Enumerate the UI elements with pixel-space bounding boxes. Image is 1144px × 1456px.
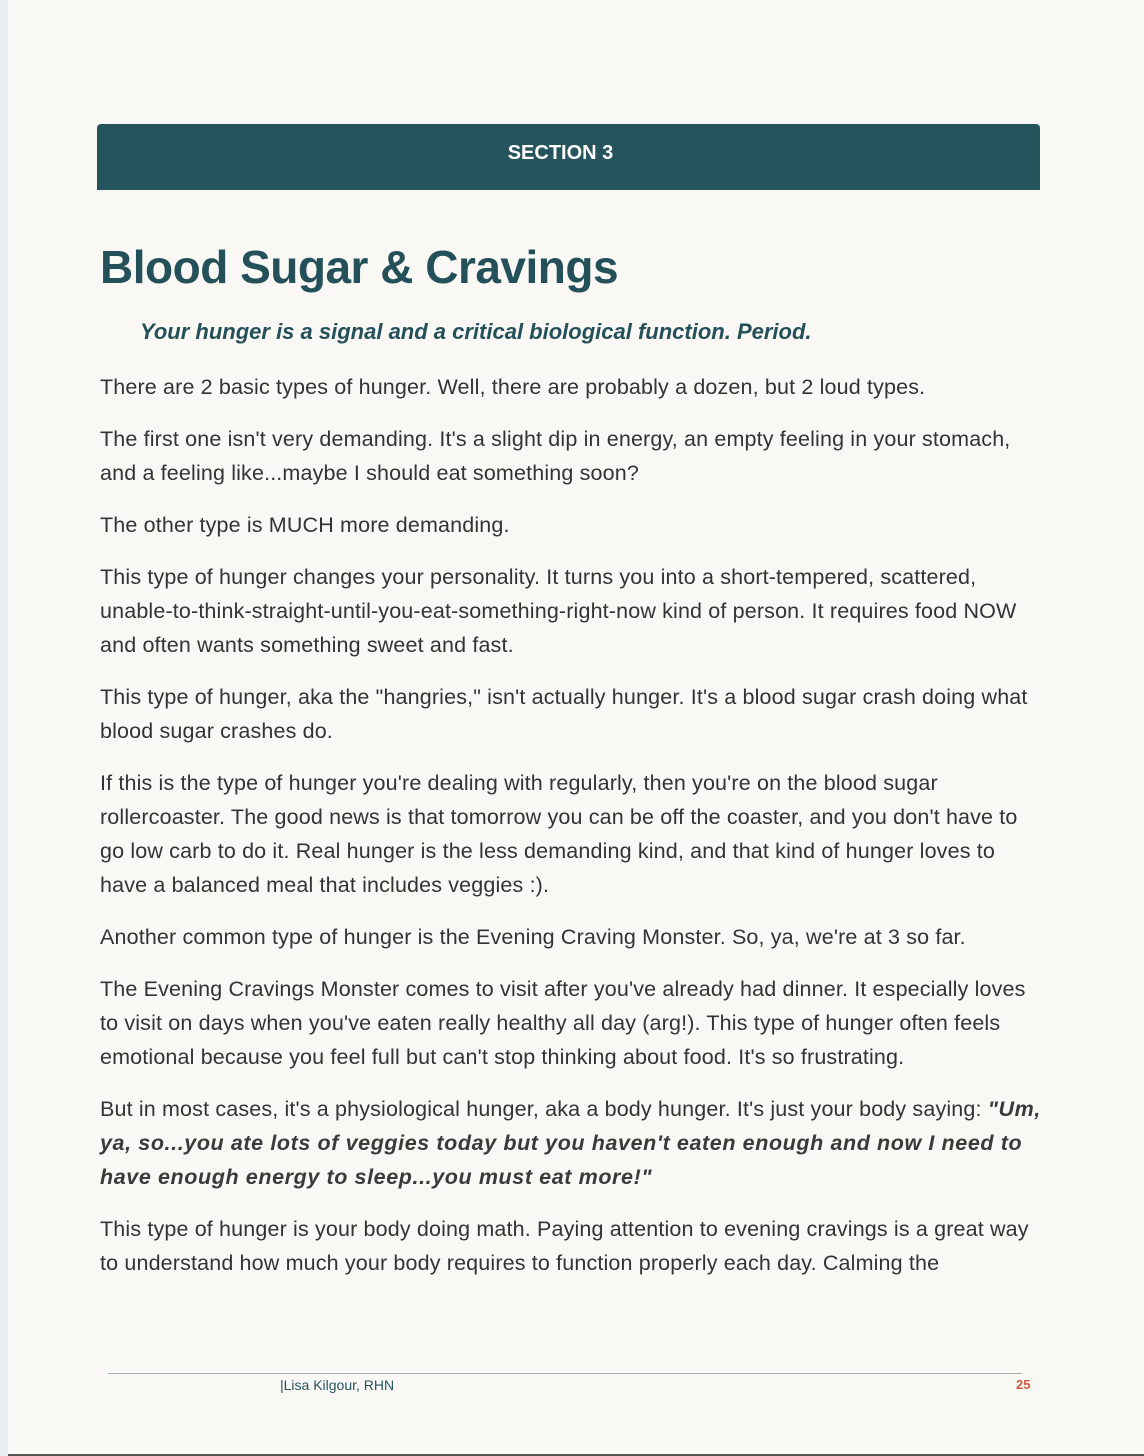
paragraph: The first one isn't very demanding. It's a slight dip in energy, an empty feeling in your stomach, and a feeling like...maybe I should eat something soon?: [100, 427, 1011, 485]
page-subtitle: Your hunger is a signal and a critical biological function. Period.: [140, 319, 812, 344]
quote-lead: But in most cases, it's a physiological hunger, aka a body hunger. It's just your body saying:: [100, 1097, 982, 1121]
quote-paragraph: [100, 1092, 1045, 1194]
paragraph: This type of hunger is your body doing math. Paying attention to evening cravings is a great way to understand how much your body requires to function properly each day. Calming the: [100, 1217, 1029, 1275]
body-text: [100, 370, 1045, 1298]
paragraph: There are 2 basic types of hunger. Well, there are probably a dozen, but 2 loud types.: [100, 375, 926, 399]
body-quote: "Um, ya, so...you ate lots of veggies today but you haven't eaten enough and now I need to have enough energy to sleep...you must eat more!": [100, 1097, 1041, 1189]
paragraph: This type of hunger changes your personality. It turns you into a short-tempered, scattered, unable-to-think-straight-until-you-eat-something-right-now kind of person. It requires food NOW and often wants something sweet and fast.: [100, 565, 1017, 657]
footer-divider: [108, 1373, 1022, 1374]
page-number: 25: [1016, 1377, 1031, 1392]
paragraph: This type of hunger, aka the "hangries," isn't actually hunger. It's a blood sugar crash doing what blood sugar crashes do.: [100, 685, 1028, 743]
paragraph: Another common type of hunger is the Evening Craving Monster. So, ya, we're at 3 so far.: [100, 925, 966, 949]
paragraph: If this is the type of hunger you're dealing with regularly, then you're on the blood sugar rollercoaster. The good news is that tomorrow you can be off the coaster, and you don't have to go low carb to do it. Real hunger is the less demanding kind, and that kind of hunger loves to have a balanced meal that includes veggies :).: [100, 771, 1018, 897]
section-label: SECTION 3: [507, 142, 614, 164]
page-title: Blood Sugar & Cravings: [100, 241, 619, 293]
paragraph: The other type is MUCH more demanding.: [100, 513, 510, 537]
footer-author: |Lisa Kilgour, RHN: [280, 1377, 395, 1393]
paragraph: The Evening Cravings Monster comes to visit after you've already had dinner. It especially loves to visit on days when you've eaten really healthy all day (arg!). This type of hunger often feels emotional because you feel full but can't stop thinking about food. It's so frustrating.: [100, 977, 1026, 1069]
